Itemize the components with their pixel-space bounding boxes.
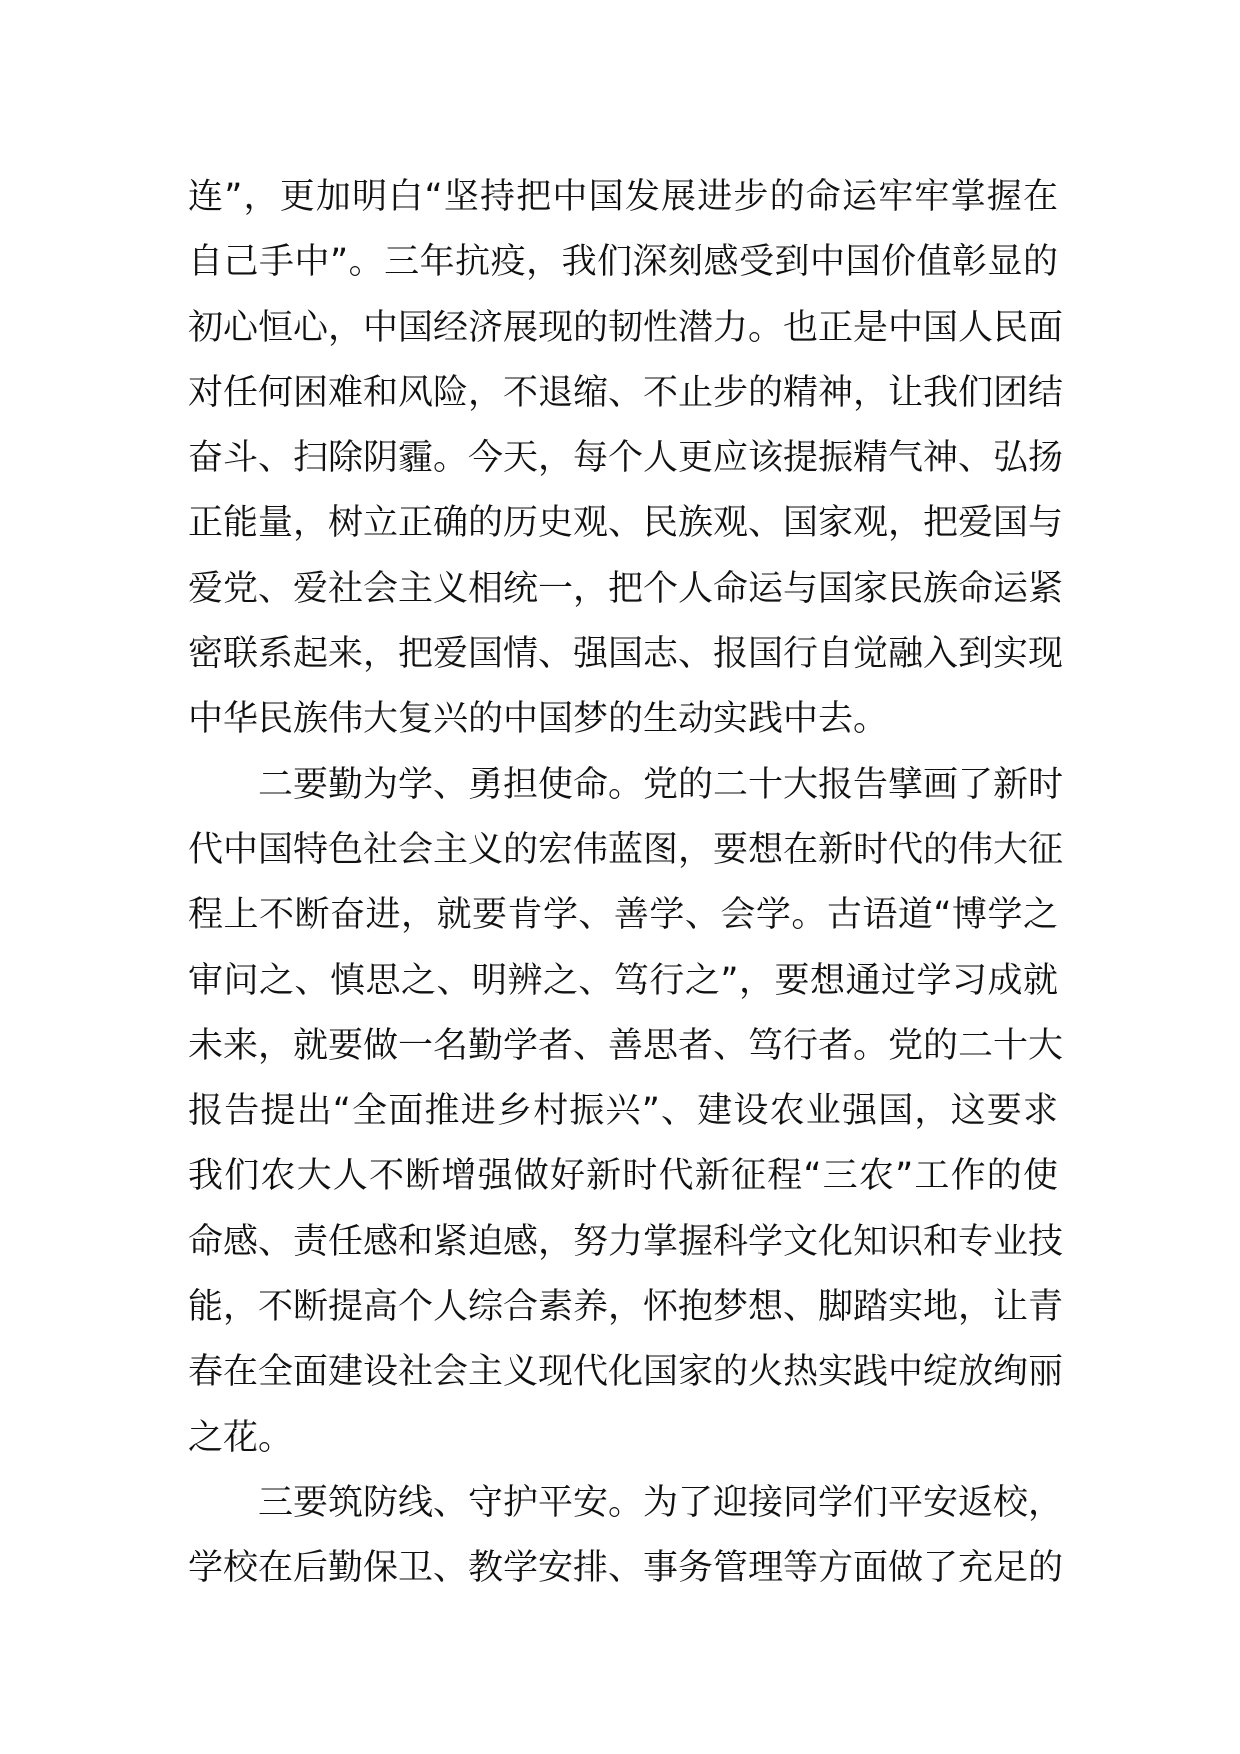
text-line: 爱党、爱社会主义相统一，把个人命运与国家民族命运紧 [188,568,1064,609]
text-line: 能，不断提高个人综合素养，怀抱梦想、脚踏实地，让青 [188,1287,1064,1328]
body-text [188,165,1064,1602]
text-line: 三要筑防线、守护平安。为了迎接同学们平安返校， [258,1482,1064,1523]
paragraph-continuation [188,165,1064,753]
paragraph-study [188,753,1064,1471]
text-line: 代中国特色社会主义的宏伟蓝图，要想在新时代的伟大征 [188,829,1064,870]
text-line: 学校在后勤保卫、教学安排、事务管理等方面做了充足的 [188,1548,1064,1589]
text-line: 初心恒心，中国经济展现的韧性潜力。也正是中国人民面 [188,307,1064,348]
text-line: 未来，就要做一名勤学者、善思者、笃行者。党的二十大 [188,1025,1064,1066]
text-line: 对任何困难和风险，不退缩、不止步的精神，让我们团结 [188,372,1064,413]
text-line: 报告提出“全面推进乡村振兴”、建设农业强国，这要求 [188,1091,1058,1132]
paragraph-safety [188,1471,1064,1602]
text-line: 自己手中”。三年抗疫，我们深刻感受到中国价值彰显的 [188,242,1058,283]
text-line: 密联系起来，把爱国情、强国志、报国行自觉融入到实现 [188,634,1064,675]
text-line: 命感、责任感和紧迫感，努力掌握科学文化知识和专业技 [188,1221,1064,1262]
text-line: 春在全面建设社会主义现代化国家的火热实践中绽放绚丽 [188,1352,1064,1393]
text-line: 中华民族伟大复兴的中国梦的生动实践中去。 [188,699,889,740]
text-line: 连”，更加明白“坚持把中国发展进步的命运牢牢掌握在 [188,177,1058,217]
text-line: 程上不断奋进，就要肯学、善学、会学。古语道“博学之 [188,895,1058,936]
text-line: 正能量，树立正确的历史观、民族观、国家观，把爱国与 [188,503,1064,544]
text-line: 审问之、慎思之、明辨之、笃行之”，要想通过学习成就 [188,960,1058,1001]
text-line: 二要勤为学、勇担使命。党的二十大报告擘画了新时 [258,764,1064,805]
text-line: 之花。 [188,1417,294,1458]
text-line: 我们农大人不断增强做好新时代新征程“三农”工作的使 [188,1156,1058,1197]
text-line: 奋斗、扫除阴霾。今天，每个人更应该提振精气神、弘扬 [188,438,1064,479]
